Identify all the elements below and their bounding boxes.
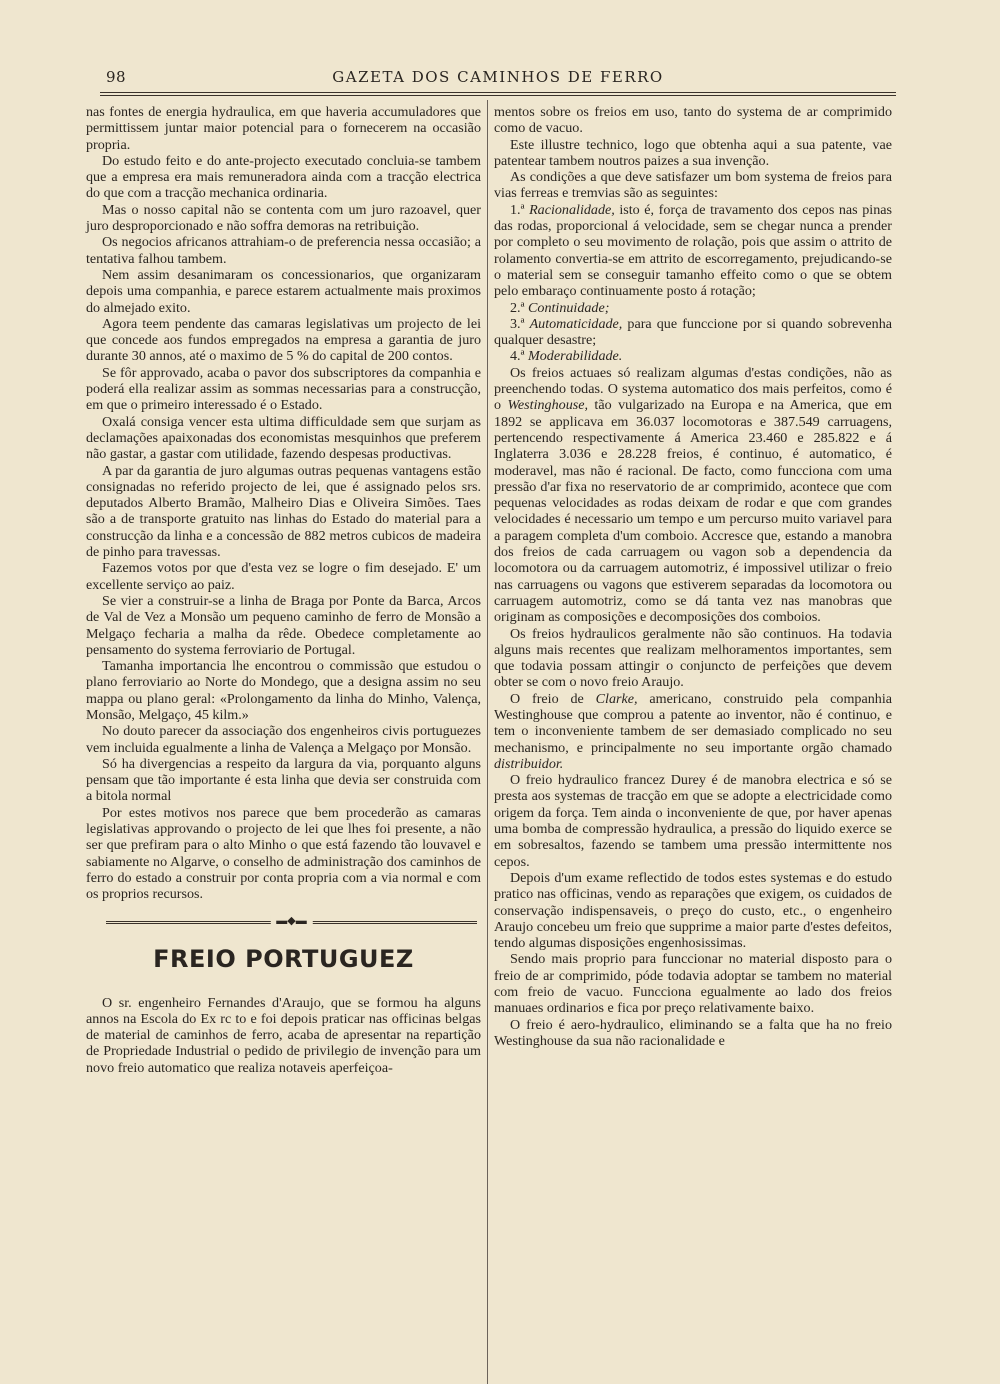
emphasis-term: Clarke, [595,690,638,707]
emphasis-term: Westinghouse, [507,397,588,414]
condition-number: 2.ª [510,299,525,316]
header-rule [100,92,896,96]
article-paragraph: Este illustre technico, logo que obtenha aqui a sua patente, vae patentear tambem noutros paizes a sua invenção. [494,136,892,169]
ornament-icon: ▬◆▬ [270,915,312,927]
page-number: 98 [106,68,127,86]
condition-item-3 [494,316,892,349]
article-paragraph: O freio é aero-hydraulico, eliminando se a falta que ha no freio Westinghouse da sua não racionalidade e [494,1016,892,1049]
condition-term: Continuidade; [528,299,610,316]
article-paragraph: No douto parecer da associação dos engenheiros civis portuguezes vem incluida egualmente a linha de Valença a Melgaço por Monsão. [86,723,481,756]
article-paragraph: Mas o nosso capital não se contenta com um juro razoavel, quer juro desproporcionado e não soffra demoras na retribuição. [86,201,481,235]
article-paragraph: Só ha divergencias a respeito da largura da via, porquanto alguns pensam que tão importante é esta linha que devia ser construida com a bitola normal [86,755,481,805]
article-paragraph: As condições a que deve satisfazer um bom systema de freios para vias ferreas e tremvias são as seguintes: [494,169,892,202]
article-paragraph: Do estudo feito e do ante-projecto executado concluia-se tambem que a empresa era mais remuneradora ainda com a tracção electrica do que com a tracção mechanica ordinaria. [86,152,481,202]
column-divider [487,100,488,1384]
article-paragraph: Depois d'um exame reflectido de todos estes systemas e do estudo pratico nas officinas, vendo as reparações que exigem, os cuidados de conservação indispensaveis, o preço do custo, etc., o engenheiro Araujo concebeu um freio que supprime a maior parte d'estes defeitos, tendo algumas disposições engenhosissimas. [494,869,892,952]
condition-item-2 [494,300,892,316]
article-paragraph [494,365,892,626]
condition-term: Racionalidade, [529,201,615,218]
condition-number: 3.ª [510,315,525,332]
article-paragraph: Agora teem pendente das camaras legislativas um projecto de lei que concede aos fundos empregados na empresa a garantia de juro durante 30 annos, até o maximo de 5 % do capital de 200 contos. [86,315,481,365]
right-column [494,104,892,1049]
article-paragraph: nas fontes de energia hydraulica, em que haveria accumuladores que permittissem juntar maior potencial para o fornecerem na occasião propria. [86,104,481,153]
article-paragraph: mentos sobre os freios em uso, tanto do systema de ar comprimido como de vacuo. [494,104,892,137]
article-paragraph: Os freios hydraulicos geralmente não são continuos. Ha todavia alguns mais recentes que realizam melhoramentos importantes, sem que todavia possam attingir o conjuncto de perfeições que devem obter se com o novo freio Araujo. [494,625,892,691]
condition-number: 4.ª [510,348,525,365]
paragraph-text: americano, construido pela companhia Westinghouse que comprou a patente ao inventor, não é continuo, e tem o inconveniente tambem de ser demasiado complicado no seu mechanismo, e principalmente no seu importante orgão chamado [494,690,892,756]
paragraph-text: O freio de [510,690,596,707]
section-title: FREIO PORTUGUEZ [153,944,414,973]
page-header [100,64,896,94]
emphasis-term: distribuidor. [494,755,564,772]
article-paragraph: Os negocios africanos attrahiam-o de preferencia nessa occasião; a tentativa falhou tambem. [86,234,481,267]
article-paragraph: A par da garantia de juro algumas outras pequenas vantagens estão consignadas no referido projecto de lei, que é assignado pelos srs. deputados Alberto Bramão, Malheiro Dias e Oliveira Simões. Taes são a de transporte gratuito nas linhas do Estado do material para a construcção da linha e a concessão de 882 metros cubicos de madeira de pinho para travessas. [86,462,481,561]
article-paragraph: Tamanha importancia lhe encontrou o commissão que estudou o plano ferroviario ao Norte do Mondego, que a designa assim no seu mappa ou plano geral: «Prolongamento da linha do Minho, Valença, Monsão, Melgaço, 45 kilm.» [86,658,481,723]
article-paragraph: Se fôr approvado, acaba o pavor dos subscriptores da companhia e poderá ella realizar assim as sommas necessarias para a construcção, em que o primeiro interessado é o Estado. [86,364,481,414]
article-paragraph: Se vier a construir-se a linha de Braga por Ponte da Barca, Arcos de Val de Vez a Monsão um pequeno caminho de ferro de Monsão a Melgaço fecharia a malha da rêde. Obedece completamente ao pensamento do systema ferroviario de Portugal. [86,592,481,658]
condition-text: para que funccione por si quando sobrevenha qualquer desastre; [494,315,892,349]
article-paragraph: Oxalá consiga vencer esta ultima difficuldade sem que surjam as declamações apaixonadas dos economistas mesquinhos que preferem não gastar, a gastar com utilidade, fazendo despesas productivas. [86,413,481,463]
paragraph-text: tão vulgarizado na Europa e na America, que em 1892 se applicava em 36.037 locomotoras e 387.549 carruagens, pertencendo respectivamente á America 23.460 e 285.822 e á Inglaterra 3.036 e 28.228 freios, é continuo, é automatico, é moderavel, mas não é racional. De facto, como funcciona com uma pressão d'ar fixa no reservatorio de ar comprimido, acontece que com pequenas velocidades as rodas deixam de rodar e que com grandes velocidades é necessario um tempo e um percurso muito variavel para a paragem completa d'um comboio. Accresce que, estando a manobra dos freios de cada carruagem ou vagon sob a dependencia da locomotora ou da carruagem automotriz, é impossivel utilizar o freio nas carruagens ou vagons que estiverem separadas da locomotora ou carruagem automotriz, como se dá tanta vez nas manobras que originam as composições e decomposições dos comboios. [494,397,892,626]
condition-number: 1.ª [510,201,525,218]
condition-item-1 [494,202,892,300]
left-column [86,104,481,1076]
article-paragraph: O freio hydraulico francez Durey é de manobra electrica e só se presta aos systemas de tracção em que se adopte a electricidade como origem da força. Tem ainda o inconveniente de que, por haver apenas uma bomba de compressão hydraulica, a pressão do liquido exerce se em sobresaltos, fazendo se tambem uma pressão intermittente nos cepos. [494,772,892,870]
journal-title: GAZETA DOS CAMINHOS DE FERRO [332,68,664,86]
article-paragraph: Por estes motivos nos parece que bem procederão as camaras legislativas approvando o projecto de lei que lhes foi presente, a não ser que prefiram para o alto Minho o que está fazendo tão louvavel e sabiamente no Algarve, o conselho de administração dos caminhos de ferro do estado a construir por conta propria com a via normal e com os proprios recursos. [86,804,481,903]
section-divider-ornament [106,914,477,927]
article-paragraph: O sr. engenheiro Fernandes d'Araujo, que se formou ha alguns annos na Escola do Ex rc to e foi depois praticar nas officinas belgas de material de caminhos de ferro, acaba de apresentar na repartição de Propriedade Industrial o pedido de privilegio de invenção para um novo freio automatico que realiza notaveis aperfeiçoa- [86,994,481,1076]
article-paragraph: Sendo mais proprio para funccionar no material disposto para o freio de ar comprimido, póde todavia adoptar se tambem no material com freio de vacuo. Funcciona egualmente ao lado dos freios manuaes ordinarios e fica por preço relativamente baixo. [494,951,892,1017]
condition-term: Moderabilidade. [528,348,623,365]
condition-term: Automaticidade, [529,315,623,332]
article-paragraph [494,691,892,772]
condition-text: isto é, força de travamento dos cepos nas pinas das rodas, proporcional á velocidade, sem se chegar nunca a prender por completo o seu movimento de rolação, pois que assim o attrito de rolamento convertia-se em attrito de escorregamento, prejudicando-se o material sem se conseguir tamanho effeito como o que se obtem pelo embaraço continuamente posto á rotação; [494,201,893,300]
article-paragraph: Fazemos votos por que d'esta vez se logre o fim desejado. E' um excellente serviço ao paiz. [86,560,481,593]
paragraph-text: Os freios actuaes só realizam algumas d'estas condições, não as preenchendo todas. O systema automatico dos mais perfeitos, como é o [494,364,892,414]
condition-item-4 [494,348,892,364]
article-paragraph: Nem assim desanimaram os concessionarios, que organizaram depois uma companhia, e parece estarem actualmente mais proximos do almejado exito. [86,266,481,316]
